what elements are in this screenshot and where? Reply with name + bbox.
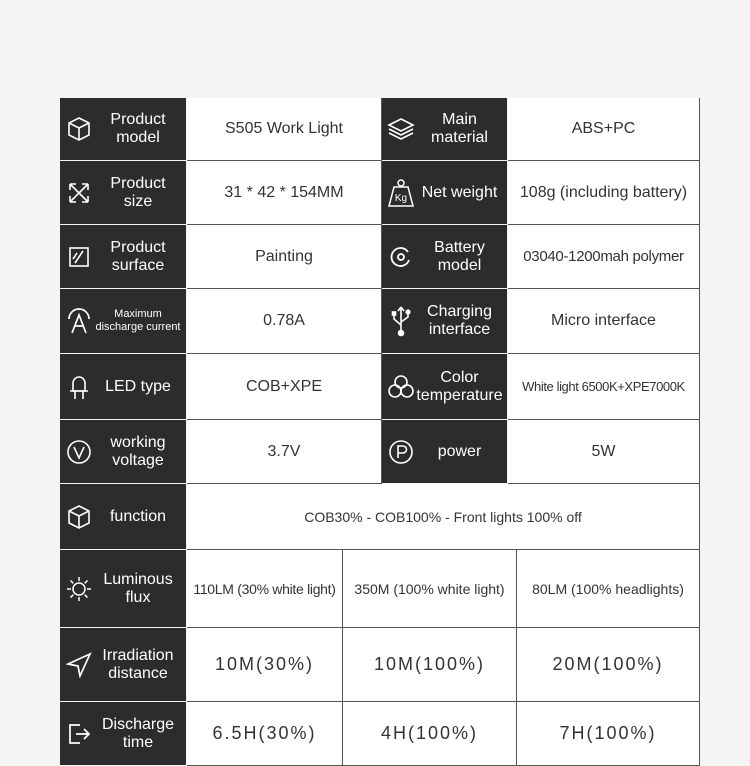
spec-label-cell xyxy=(382,289,508,354)
spec-value: COB+XPE xyxy=(187,354,382,420)
spec-label-cell xyxy=(382,161,508,225)
spec-value: 4H(100%) xyxy=(343,702,517,766)
spec-label: function xyxy=(109,507,167,525)
table-row xyxy=(60,161,700,225)
table-row xyxy=(60,225,700,289)
spec-label: Discharge time xyxy=(101,715,175,751)
spec-value: 10M(100%) xyxy=(343,628,517,702)
cube-icon xyxy=(64,504,94,530)
weight-kg-icon xyxy=(386,178,416,208)
spec-value: 110LM (30% white light) xyxy=(187,550,343,628)
spec-label: Product size xyxy=(110,174,166,210)
navigation-arrow-icon xyxy=(64,652,94,678)
spec-label: Color temperature xyxy=(416,368,503,404)
power-p-icon xyxy=(386,439,416,465)
spec-label: Charging interface xyxy=(427,303,492,338)
spec-value: ABS+PC xyxy=(508,98,700,161)
spec-label-cell xyxy=(382,420,508,484)
spec-value: Painting xyxy=(187,225,382,289)
spec-label: Main material xyxy=(431,111,488,146)
spec-label-cell xyxy=(60,225,187,289)
spec-label-cell xyxy=(382,225,508,289)
spec-value: 03040-1200mah polymer xyxy=(508,225,700,289)
spec-label: working voltage xyxy=(110,433,166,469)
spec-label-cell xyxy=(382,98,508,161)
spec-label: Product model xyxy=(110,111,166,146)
usb-icon xyxy=(386,305,416,337)
spec-label: Irradiation distance xyxy=(102,646,174,682)
spec-label-cell xyxy=(60,628,187,702)
spec-label: Maximum discharge current xyxy=(95,308,181,333)
spec-value: Micro interface xyxy=(508,289,700,354)
resize-arrows-icon xyxy=(64,181,94,205)
color-circles-icon xyxy=(386,374,416,400)
svg-text:Kg: Kg xyxy=(394,192,408,204)
spec-value: 20M(100%) xyxy=(517,628,700,702)
spec-label-cell xyxy=(60,354,187,420)
table-row xyxy=(60,484,700,550)
spec-value: 10M(30%) xyxy=(187,628,343,702)
spec-label-cell xyxy=(60,98,187,161)
spec-value: 31 * 42 * 154MM xyxy=(187,161,382,225)
spec-value: 3.7V xyxy=(187,420,382,484)
spec-label: Luminous flux xyxy=(103,570,173,606)
box-icon xyxy=(64,116,94,142)
spec-value: 5W xyxy=(508,420,700,484)
sun-icon xyxy=(64,575,94,603)
spec-label-cell xyxy=(60,550,187,628)
spec-label-cell xyxy=(60,702,187,766)
table-row xyxy=(60,702,700,766)
spec-label: Battery model xyxy=(434,238,485,274)
spec-label-cell xyxy=(382,354,508,420)
exit-icon xyxy=(64,721,94,747)
spec-value: 6.5H(30%) xyxy=(187,702,343,766)
table-row xyxy=(60,550,700,628)
surface-icon xyxy=(64,245,94,269)
led-icon xyxy=(64,373,94,401)
spec-label: Product surface xyxy=(110,238,166,274)
spec-label-cell xyxy=(60,289,187,354)
spec-label-cell xyxy=(60,161,187,225)
table-row xyxy=(60,98,700,161)
table-row xyxy=(60,420,700,484)
spec-value: White light 6500K+XPE7000K xyxy=(508,354,700,420)
current-a-icon xyxy=(64,307,94,335)
spec-value: 80LM (100% headlights) xyxy=(517,550,700,628)
table-row xyxy=(60,628,700,702)
spec-label-cell xyxy=(60,484,187,550)
spec-value: S505 Work Light xyxy=(187,98,382,161)
spec-label: Net weight xyxy=(421,183,498,201)
voltage-v-icon xyxy=(64,439,94,465)
spec-value: 7H(100%) xyxy=(517,702,700,766)
spec-value: 350M (100% white light) xyxy=(343,550,517,628)
battery-cycle-icon xyxy=(386,245,416,269)
spec-value: 108g (including battery) xyxy=(508,161,700,225)
spec-label: LED type xyxy=(105,377,171,395)
spec-label: power xyxy=(437,442,482,460)
spec-value: 0.78A xyxy=(187,289,382,354)
table-row xyxy=(60,354,700,420)
spec-label-cell xyxy=(60,420,187,484)
layers-icon xyxy=(386,116,416,142)
table-row xyxy=(60,289,700,354)
spec-value: COB30% - COB100% - Front lights 100% off xyxy=(187,484,700,550)
